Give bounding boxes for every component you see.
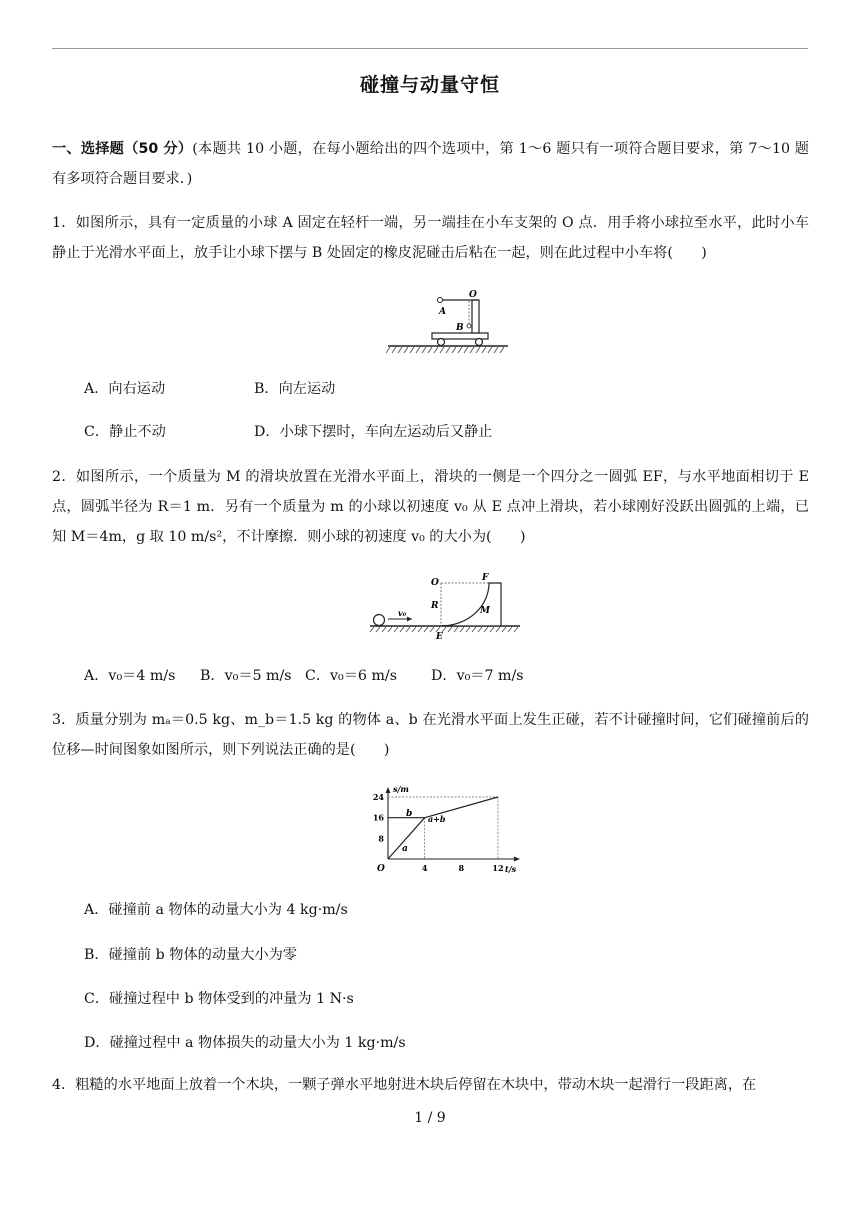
- q1-option-a: A．向右运动: [84, 381, 166, 397]
- q3-option-c: C．碰撞过程中 b 物体受到的冲量为 1 N·s: [84, 991, 354, 1007]
- q1-option-c: C．静止不动: [84, 424, 166, 440]
- q2-label-e: E: [436, 632, 443, 641]
- q1-option-b: B．向左运动: [254, 381, 336, 397]
- q3-option-d: D．碰撞过程中 a 物体损失的动量大小为 1 kg·m/s: [84, 1035, 406, 1051]
- q3-option-a: A．碰撞前 a 物体的动量大小为 4 kg·m/s: [84, 902, 348, 918]
- q2-option-b: B．v₀＝5 m/s: [200, 668, 292, 684]
- q1-stem: 1．如图所示，具有一定质量的小球 A 固定在轻杆一端，另一端挂在小车支架的 O 点．用手将小球拉至水平，此时小车静止于光滑水平面上，放手让小球下摆与 B 处固定的橡皮泥碰击后粘在一起，则在此过程中小车将( ): [52, 215, 809, 261]
- section-instruction: (本题共 10 小题，在每小题给出的四个选项中，第 1～6 题只有一项符合题目要求，第 7～10 题有多项符合题目要求．): [52, 141, 809, 187]
- q3-y-tick-label: 16: [372, 812, 384, 823]
- q2-label-o: O: [431, 578, 439, 588]
- q2-option-c: C．v₀＝6 m/s: [305, 668, 397, 684]
- q3-x-axis-label: t/s: [505, 864, 517, 874]
- q3-x-tick-label: 4: [421, 863, 428, 873]
- q2-label-v0: v₀: [398, 608, 407, 618]
- q3-x-tick-label: 8: [458, 863, 465, 873]
- q2-option-a: A．v₀＝4 m/s: [84, 668, 176, 684]
- q3-series-label-a: a: [402, 844, 408, 854]
- q3-series-label-ab: a+b: [428, 814, 446, 824]
- q2-label-r: R: [431, 601, 439, 611]
- header-rule: [52, 48, 808, 49]
- q1-label-o: O: [469, 290, 477, 300]
- q1-label-a: A: [439, 307, 446, 317]
- q2-slider-figure: [368, 569, 524, 641]
- q3-series-label-b: b: [406, 809, 413, 819]
- q4-stem: 4．粗糙的水平地面上放着一个木块，一颗子弹水平地射进木块后停留在木块中，带动木块一起滑行一段距离，在: [52, 1077, 757, 1093]
- q3-y-tick-label: 8: [378, 833, 384, 844]
- q3-x-tick-label: 12: [492, 863, 504, 873]
- q2-option-d: D．v₀＝7 m/s: [431, 668, 524, 684]
- q2-label-f: F: [482, 573, 489, 583]
- q2-stem: 2．如图所示，一个质量为 M 的滑块放置在光滑水平面上，滑块的一侧是一个四分之一圆弧 EF，与水平地面相切于 E 点，圆弧半径为 R＝1 m．另有一个质量为 m 的小球以初速度 v₀ 从 E 点冲上滑块，若小球刚好没跃出圆弧的上端，已知 M＝4m，g 取 10 m/s²，不计摩擦．则小球的初速度 v₀ 的大小为( ): [52, 469, 809, 545]
- section-intro: [52, 134, 809, 194]
- q3-origin-label: O: [377, 864, 385, 874]
- q2-label-m: M: [480, 606, 490, 616]
- q1-cart-figure: [386, 288, 510, 356]
- q3-displacement-time-chart: [366, 783, 526, 875]
- q3-y-axis-label: s/m: [393, 784, 409, 794]
- page-title: 碰撞与动量守恒: [359, 74, 500, 96]
- q1-option-d: D．小球下摆时，车向左运动后又静止: [254, 424, 493, 440]
- section-heading: 一、选择题（50 分）: [52, 141, 193, 157]
- page-number: 1 / 9: [414, 1110, 446, 1126]
- q3-y-tick-label: 24: [372, 792, 384, 802]
- q3-option-b: B．碰撞前 b 物体的动量大小为零: [84, 947, 297, 963]
- q1-label-b: B: [456, 323, 464, 333]
- q3-stem: 3．质量分别为 mₐ＝0.5 kg、m_b＝1.5 kg 的物体 a、b 在光滑水平面上发生正碰，若不计碰撞时间，它们碰撞前后的位移—时间图象如图所示，则下列说法正确的是( ): [52, 712, 809, 758]
